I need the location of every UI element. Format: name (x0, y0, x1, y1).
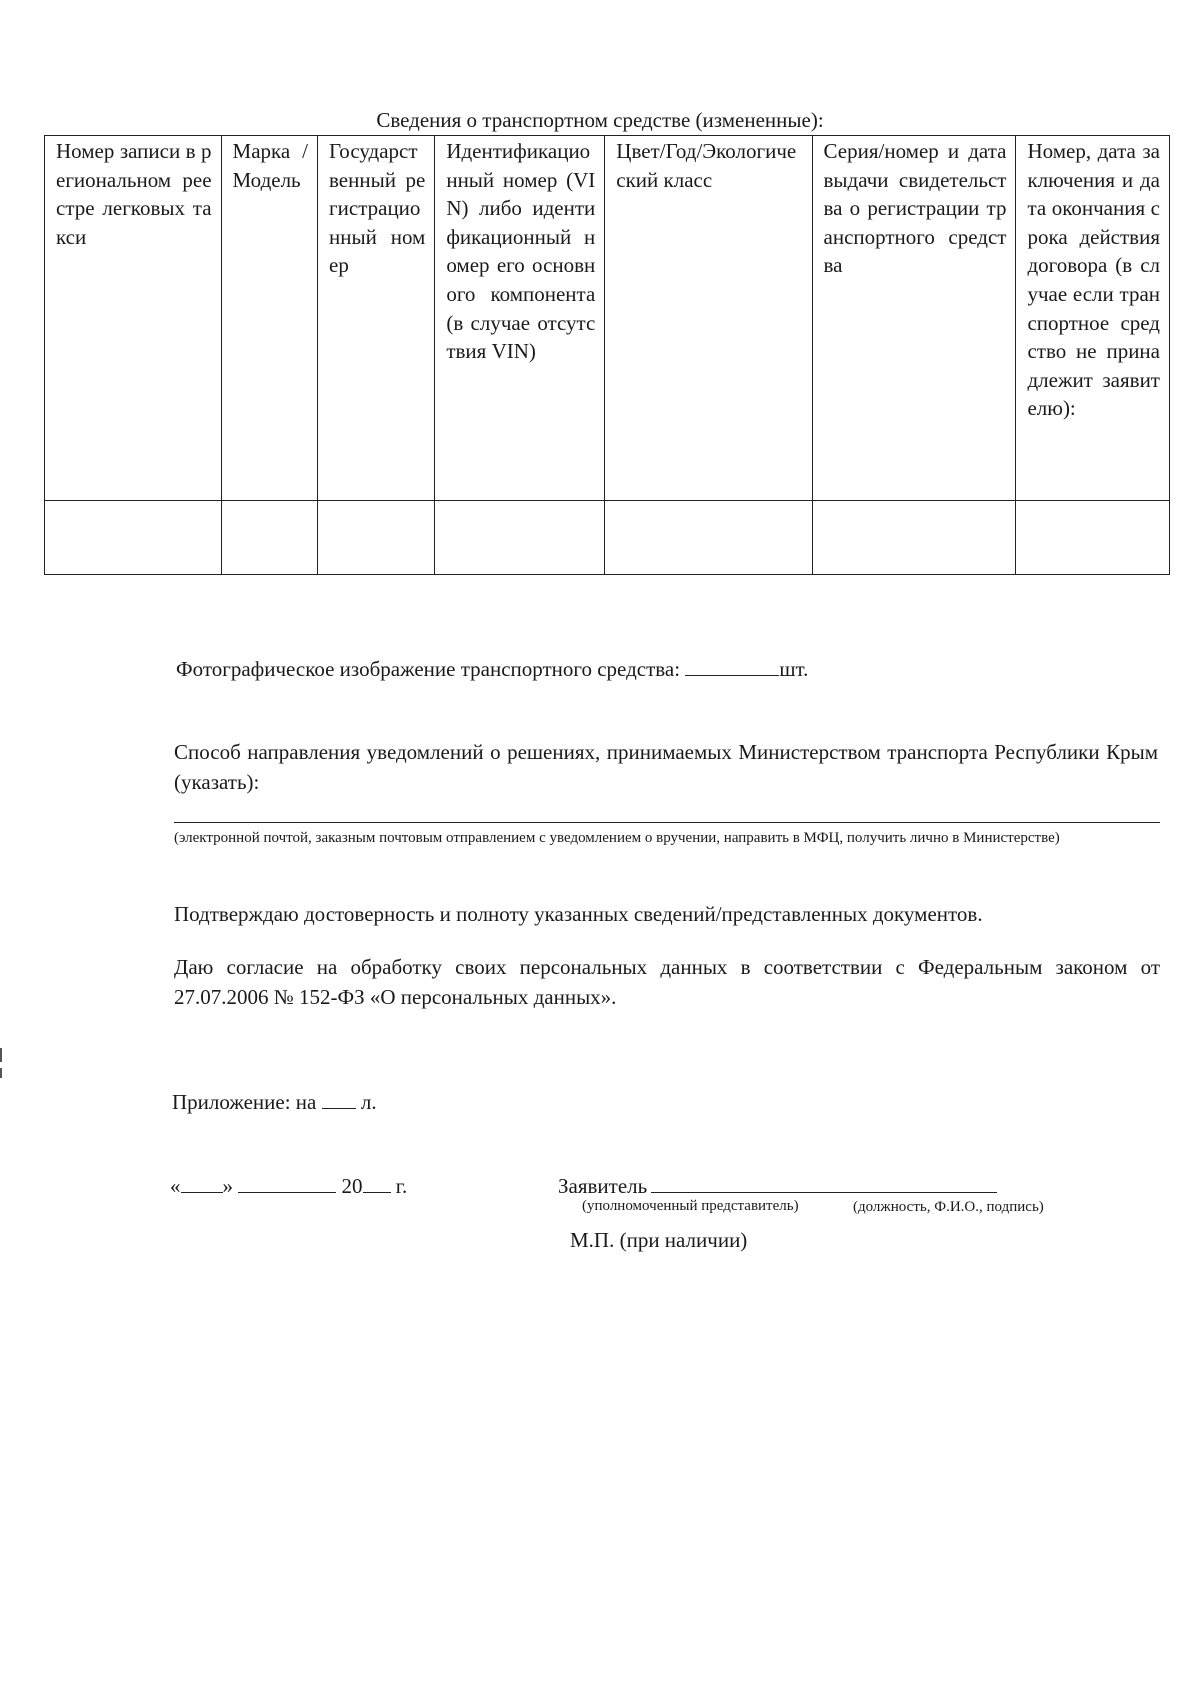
table-cell[interactable] (812, 501, 1016, 575)
applicant-label: Заявитель (558, 1174, 648, 1198)
vehicle-info-table (44, 135, 1170, 575)
appendix-prefix: Приложение: на (172, 1090, 317, 1114)
appendix-suffix: л. (360, 1090, 377, 1114)
notify-method-text: Способ направления уведомлений о решениях, принимаемых Министерством транспорта Республики Крым (указать): (174, 740, 1158, 794)
photo-count-unit: шт. (779, 657, 809, 681)
table-title: Сведения о транспортном средстве (измененные): (376, 108, 824, 132)
date-open-quote: « (170, 1174, 181, 1198)
photo-count-label: Фотографическое изображение транспортного средства: (176, 657, 681, 681)
date-year-prefix: 20 (341, 1174, 363, 1198)
notify-method-input-line[interactable] (174, 822, 1160, 823)
table-row (45, 501, 1170, 575)
table-cell[interactable] (221, 501, 317, 575)
table-header-row (45, 136, 1170, 501)
header-plate-number: Государственный регистрационный номер (318, 136, 435, 501)
applicant-signature-blank[interactable] (651, 1170, 997, 1193)
header-vin: Идентификационный номер (VIN) либо идентификационный номер его основного компонента (в случае отсутствия VIN) (435, 136, 605, 501)
date-year-blank[interactable] (363, 1170, 391, 1193)
applicant-hint-left: (уполномоченный представитель) (582, 1198, 799, 1214)
consent-text: Даю согласие на обработку своих персональных данных в соответствии с Федеральным законом от 27.07.2006 № 152-ФЗ «О персональных данных». (174, 955, 1160, 1009)
table-cell[interactable] (318, 501, 435, 575)
date-close-quote: » (222, 1174, 233, 1198)
header-contract: Номер, дата заключения и дата окончания срока действия договора (в случае если транспортное средство не принадлежит заявителю): (1016, 136, 1170, 501)
header-color-year-class: Цвет/Год/Экологический класс (605, 136, 812, 501)
stamp-label: М.П. (при наличии) (570, 1228, 748, 1252)
table-cell[interactable] (1016, 501, 1170, 575)
date-year-suffix: г. (395, 1174, 408, 1198)
photo-count-line (176, 653, 808, 684)
date-line (170, 1170, 407, 1201)
appendix-line (172, 1086, 377, 1117)
header-registry-number: Номер записи в региональном реестре легковых такси (45, 136, 222, 501)
applicant-hint-right: (должность, Ф.И.О., подпись) (853, 1199, 1044, 1215)
confirm-text: Подтверждаю достоверность и полноту указанных сведений/представленных документов. (174, 902, 983, 926)
photo-count-blank[interactable] (685, 653, 779, 676)
table-cell[interactable] (45, 501, 222, 575)
scan-mark (0, 1068, 2, 1078)
scan-mark (0, 1048, 2, 1062)
date-day-blank[interactable] (181, 1170, 223, 1193)
table-cell[interactable] (435, 501, 605, 575)
notify-method-hint: (электронной почтой, заказным почтовым отправлением с уведомлением о вручении, направить в МФЦ, получить лично в Министерстве) (174, 830, 1060, 846)
appendix-pages-blank[interactable] (322, 1086, 356, 1109)
header-registration-certificate: Серия/номер и дата выдачи свидетельства о регистрации транспортного средства (812, 136, 1016, 501)
date-month-blank[interactable] (238, 1170, 336, 1193)
table-cell[interactable] (605, 501, 812, 575)
header-make-model: Марка /Модель (221, 136, 317, 501)
